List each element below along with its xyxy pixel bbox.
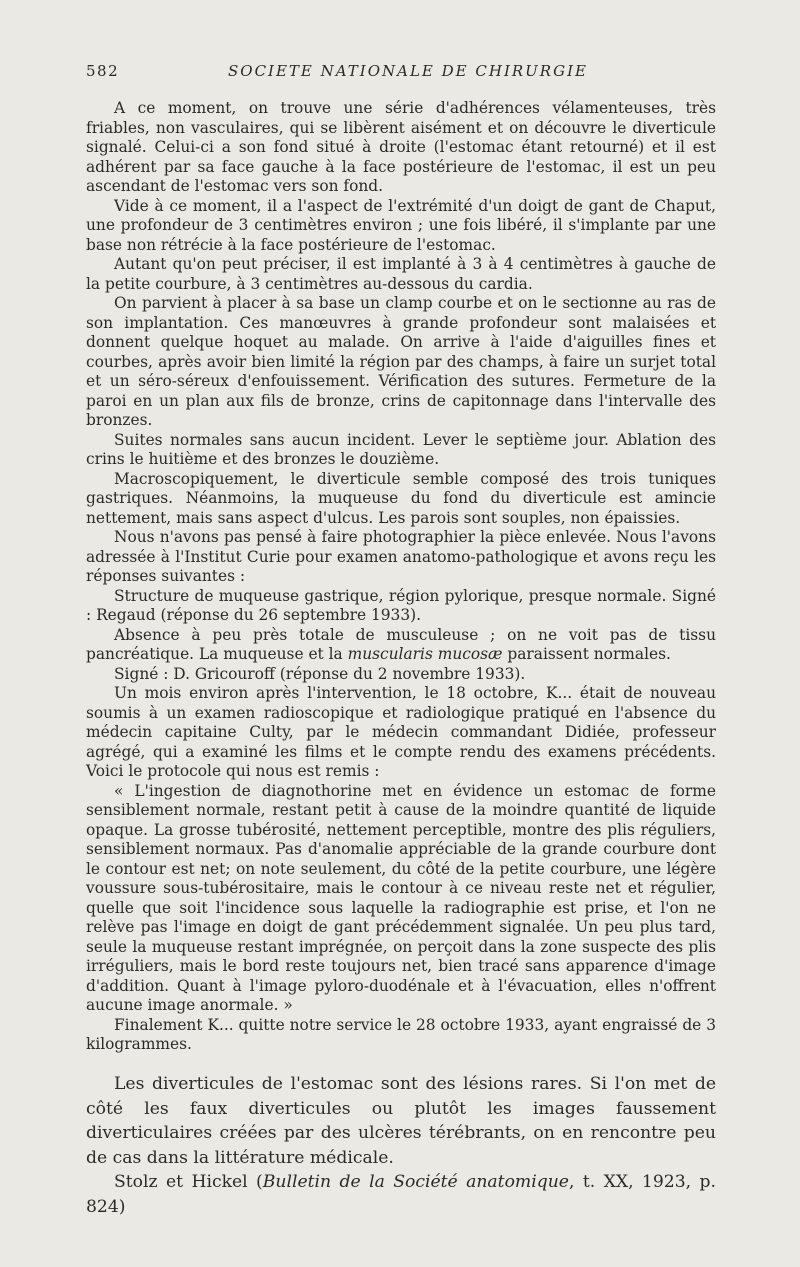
text-segment: paraissent normales. — [502, 645, 671, 663]
page-header — [86, 62, 716, 82]
paragraph-institut-curie: Nous n'avons pas pensé à faire photographier la pièce enlevée. Nous l'avons adressée à l'Institut Curie pour examen anatomo-pathologique et avons reçu les réponses suivantes : — [86, 528, 716, 585]
case-report-text — [86, 99, 716, 1055]
italic-term: muscularis mucosæ — [347, 645, 503, 663]
paragraph-diverticula-rare: Les diverticules de l'estomac sont des lésions rares. Si l'on met de côté les faux diverticules ou plutôt les images faussement diverticulaires créées par des ulcères térébrants, on en rencontre peu de cas dans la littérature médicale. — [86, 1074, 716, 1168]
paragraph-gricouroff: Signé : D. Gricouroff (réponse du 2 novembre 1933). — [114, 664, 526, 683]
running-title: SOCIETE NATIONALE DE CHIRURGIE — [228, 62, 588, 80]
paragraph-adhesions: A ce moment, on trouve une série d'adhérences vélamenteuses, très friables, non vasculaires, qui se libèrent aisément et on découvre le diverticule signalé. Celui-ci a son fond situé à droite (l'estomac étant retourné) et il est adhérent par sa face gauche à la face postérieure de l'estomac, il est un peu ascendant de l'estomac vers son fond. — [86, 99, 716, 195]
paragraph-postop: Suites normales sans aucun incident. Lever le septième jour. Ablation des crins le huitième et des bronzes le douzième. — [86, 430, 716, 468]
text-segment: Absence à peu près totale de musculeuse ; on ne voit pas de tissu pancréatique. La muqueuse et la — [86, 625, 716, 663]
citation-title: Bulletin de la Société anatomique — [262, 1172, 569, 1192]
paragraph-citation — [86, 1170, 716, 1219]
paragraph-protocol-quote: « L'ingestion de diagnothorine met en évidence un estomac de forme sensiblement normale, restant petit à cause de la moindre quantité de liquide opaque. La grosse tubérosité, nettement perceptible, montre des plis réguliers, sensiblement normaux. Pas d'anomalie appréciable de la grande courbure dont le contour est net; on note seulement, du côté de la petite courbure, une légère voussure sous-tubérositaire, mais le contour à ce niveau reste net et régulier, quelle que soit l'incidence sous laquelle la radiographie est prise, et l'on ne relève pas l'image en doigt de gant précédemment signalée. Un peu plus tard, seule la muqueuse restant imprégnée, on perçoit dans la zone suspecte des plis irréguliers, mais le bord reste toujours net, bien tracé sans apparence d'image d'addition. Quant à l'image pyloro-duodénale et à l'évacuation, elles n'offrent aucune image anormale. » — [86, 781, 716, 1014]
paragraph-implantation: Autant qu'on peut préciser, il est implanté à 3 à 4 centimètres à gauche de la petite courbure, à 3 centimètres au-dessous du cardia. — [86, 255, 716, 293]
paragraph-aspect: Vide à ce moment, il a l'aspect de l'extrémité d'un doigt de gant de Chaput, une profondeur de 3 centimètres environ ; une fois libéré, il s'implante par une base non rétrécie à la face postérieure de l'estomac. — [86, 196, 716, 254]
text-segment: Stolz et Hickel ( — [114, 1172, 263, 1192]
paragraph-radiology: Un mois environ après l'intervention, le 18 octobre, K... était de nouveau soumis à un examen radioscopique et radiologique pratiqué en l'absence du médecin capitaine Culty, par le médecin commandant Didiée, professeur agrégé, qui a examiné les films et le compte rendu des examens précédents. Voici le protocole qui nous est remis : — [86, 684, 716, 780]
page-number: 582 — [86, 62, 120, 80]
paragraph-discharge: Finalement K... quitte notre service le 28 octobre 1933, ayant engraissé de 3 kilogrammes. — [86, 1015, 716, 1053]
paragraph-macroscopy: Macroscopiquement, le diverticule semble composé des trois tuniques gastriques. Néanmoins, la muqueuse du fond du diverticule est amincie nettement, mais sans aspect d'ulcus. Les parois sont souples, non épaissies. — [86, 469, 716, 527]
discussion-text — [86, 1072, 716, 1219]
text-segment: , t. XX, 1923, p. 824) — [86, 1172, 717, 1217]
paragraph-procedure: On parvient à placer à sa base un clamp courbe et on le sectionne au ras de son implantation. Ces manœuvres à grande profondeur sont malaisées et donnent quelque hoquet au malade. On arrive à l'aide d'aiguilles fines et courbes, après avoir bien limité la région par des champs, à faire un surjet total et un séro-séreux d'enfouissement. Vérification des sutures. Fermeture de la paroi en un plan aux fils de bronze, crins de capitonnage dans l'intervalle des bronzes. — [86, 294, 716, 429]
paragraph-regaud: Structure de muqueuse gastrique, région pylorique, presque normale. Signé : Regaud (réponse du 26 septembre 1933). — [86, 586, 716, 624]
paragraph-musculeuse — [86, 626, 716, 665]
